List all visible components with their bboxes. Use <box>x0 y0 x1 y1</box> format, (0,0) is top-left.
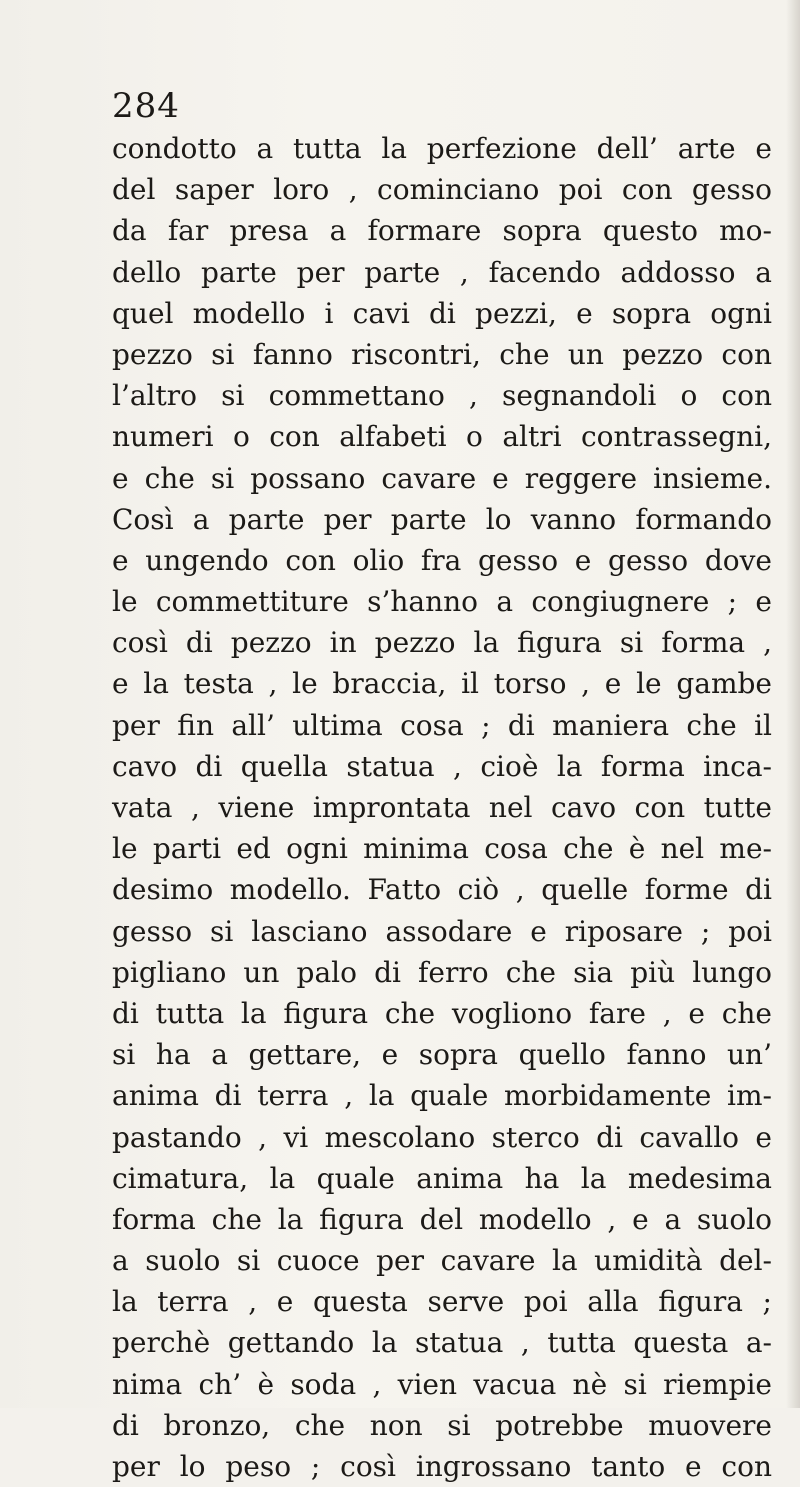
text-line: nima ch’ è soda , vien vacua nè si riempie <box>112 1367 772 1401</box>
text-line: condotto a tutta la perfezione dell’ arte e <box>112 132 772 165</box>
page-edge-shadow <box>786 0 800 1408</box>
text-line: la terra , e questa serve poi alla figura ; <box>112 1285 772 1319</box>
text-line: anima di terra , la quale morbidamente im- <box>112 1079 772 1113</box>
text-line: cimatura, la quale anima ha la medesima <box>112 1161 772 1195</box>
page-number: 284 <box>112 86 180 126</box>
text-line: per lo peso ; così ingrossano tanto e con <box>112 1450 772 1483</box>
text-line: a suolo si cuoce per cavare la umidità del- <box>112 1244 772 1278</box>
text-line: del saper loro , cominciano poi con gesso <box>112 173 772 207</box>
text-line: di bronzo, che non si potrebbe muovere <box>112 1408 772 1442</box>
text-line: dello parte per parte , facendo addosso a <box>112 255 772 289</box>
text-line: numeri o con alfabeti o altri contrassegni, <box>112 420 772 454</box>
text-line: e che si possano cavare e reggere insieme. <box>112 461 772 495</box>
text-line: Così a parte per parte lo vanno formando <box>112 502 772 536</box>
text-line: pigliano un palo di ferro che sia più lungo <box>112 955 772 989</box>
text-line: cavo di quella statua , cioè la forma inca- <box>112 749 772 783</box>
text-line: desimo modello. Fatto ciò , quelle forme di <box>112 873 772 907</box>
text-line: pezzo si fanno riscontri, che un pezzo con <box>112 337 772 371</box>
text-line: di tutta la figura che vogliono fare , e che <box>112 996 772 1030</box>
body-text <box>112 128 772 1487</box>
text-line: così di pezzo in pezzo la figura si forma , <box>112 626 772 660</box>
text-line: gesso si lasciano assodare e riposare ; poi <box>112 914 772 948</box>
text-line: perchè gettando la statua , tutta questa a- <box>112 1326 772 1360</box>
text-line: per fin all’ ultima cosa ; di maniera che il <box>112 708 772 742</box>
text-line: quel modello i cavi di pezzi, e sopra ogni <box>112 296 772 330</box>
text-line: le commettiture s’hanno a congiugnere ; e <box>112 585 772 619</box>
text-line: si ha a gettare, e sopra quello fanno un’ <box>112 1038 772 1072</box>
text-line: forma che la figura del modello , e a suolo <box>112 1202 772 1236</box>
text-line: l’altro si commettano , segnandoli o con <box>112 379 772 413</box>
text-line: e ungendo con olio fra gesso e gesso dove <box>112 543 772 577</box>
text-line: le parti ed ogni minima cosa che è nel me- <box>112 832 772 866</box>
text-line: e la testa , le braccia, il torso , e le gambe <box>112 667 772 701</box>
text-line: da far presa a formare sopra questo mo- <box>112 214 772 248</box>
text-line: vata , viene improntata nel cavo con tutte <box>112 791 772 824</box>
text-line: pastando , vi mescolano sterco di cavallo e <box>112 1120 772 1154</box>
